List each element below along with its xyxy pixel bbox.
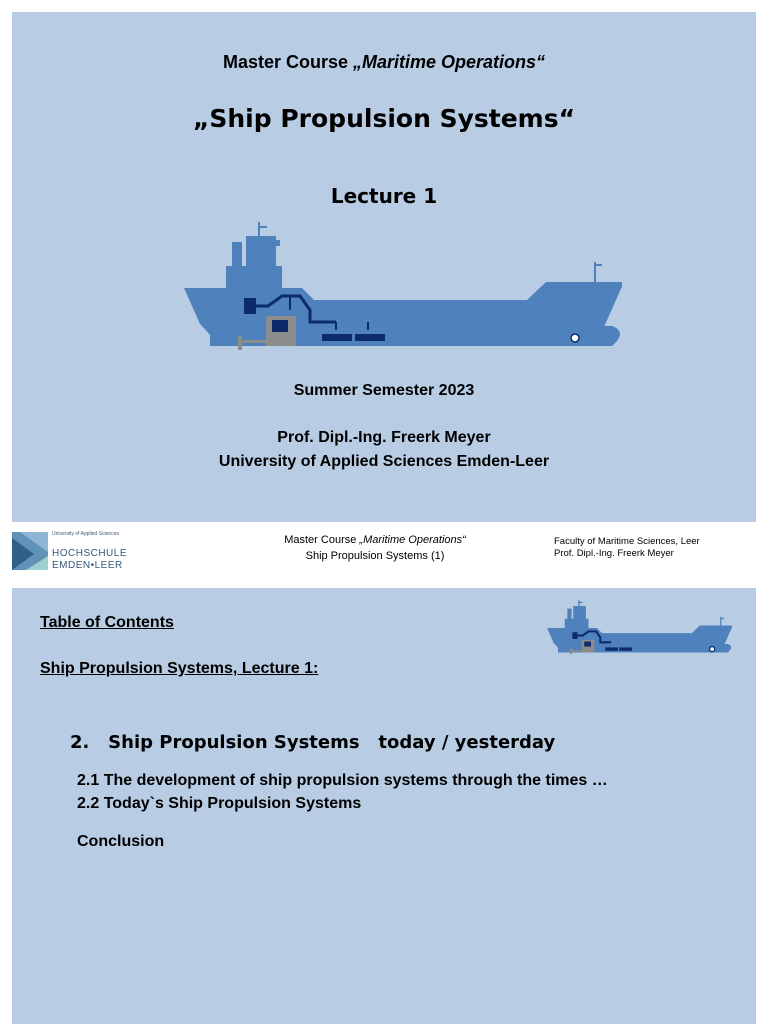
lecture-number: Lecture 1 bbox=[330, 184, 438, 208]
hochschule-logo-mark-icon bbox=[12, 532, 48, 570]
semester: Summer Semester 2023 bbox=[293, 382, 475, 399]
university-name: University of Applied Sciences Emden-Leer bbox=[218, 453, 550, 470]
course-line bbox=[12, 52, 756, 73]
logo-subtitle: University of Applied Sciences bbox=[52, 531, 119, 537]
toc-subheading: Ship Propulsion Systems, Lecture 1: bbox=[40, 660, 319, 677]
title-slide bbox=[12, 12, 756, 522]
section-heading: 2. Ship Propulsion Systems today / yesterday bbox=[70, 732, 556, 753]
logo-line-2: EMDEN•LEER bbox=[52, 560, 123, 571]
slide-footer bbox=[0, 522, 768, 588]
course-name: „Maritime Operations“ bbox=[353, 52, 546, 72]
footer-professor: Prof. Dipl.-Ing. Freerk Meyer bbox=[554, 548, 674, 559]
toc-item: 2.2 Today`s Ship Propulsion Systems bbox=[77, 795, 362, 812]
slide-title: „Ship Propulsion Systems“ bbox=[192, 104, 576, 133]
footer-course-prefix: Master Course bbox=[284, 534, 360, 546]
cargo-ship-small-illustration bbox=[542, 596, 732, 660]
course-prefix: Master Course bbox=[222, 52, 353, 72]
footer-course-line bbox=[230, 532, 520, 548]
footer-faculty-info bbox=[554, 536, 700, 560]
footer-course-info bbox=[230, 532, 520, 564]
university-logo bbox=[12, 530, 128, 574]
professor-name: Prof. Dipl.-Ing. Freerk Meyer bbox=[277, 429, 491, 446]
toc-item: 2.1 The development of ship propulsion systems through the times … bbox=[77, 772, 608, 789]
footer-lecture-title: Ship Propulsion Systems (1) bbox=[305, 550, 445, 562]
toc-conclusion: Conclusion bbox=[77, 833, 165, 850]
logo-line-1: HOCHSCHULE bbox=[52, 548, 128, 559]
cargo-ship-illustration bbox=[172, 218, 622, 358]
footer-faculty: Faculty of Maritime Sciences, Leer bbox=[554, 536, 700, 547]
contents-slide bbox=[12, 588, 756, 1024]
toc-heading: Table of Contents bbox=[40, 614, 174, 631]
footer-course-name: „Maritime Operations“ bbox=[359, 534, 466, 546]
